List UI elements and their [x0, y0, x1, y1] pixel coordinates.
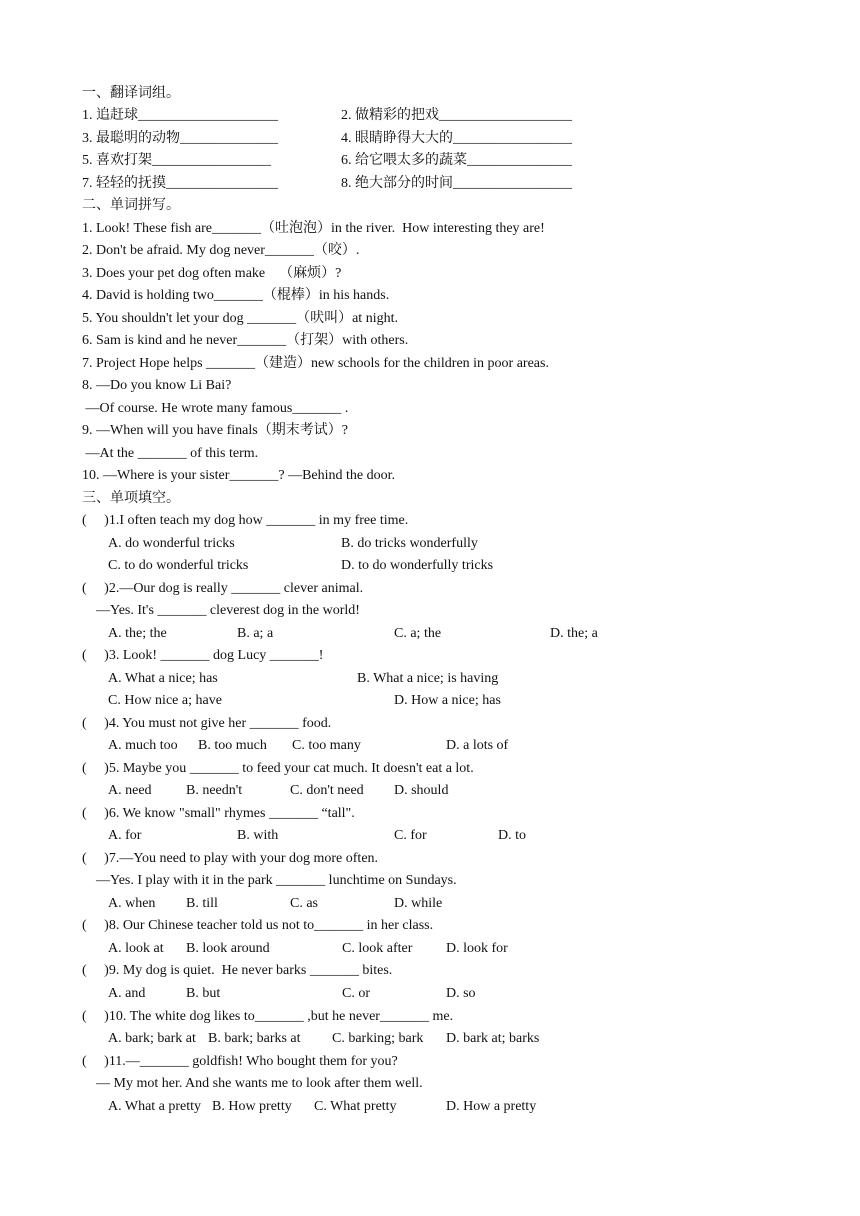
option-d: D. should [394, 783, 449, 798]
question-stem: ( )4. You must not give her _______ food. [82, 716, 332, 731]
option-d: D. How a nice; has [394, 693, 501, 708]
option-b: B. needn't [186, 783, 243, 798]
option-b: B. with [237, 828, 279, 843]
option-a: A. need [108, 783, 152, 798]
question-stem: ( )6. We know "small" rhymes _______ “tall". [82, 806, 355, 821]
phrase-item: 1. 追赶球____________________ [82, 108, 278, 123]
section-heading: 二、单词拼写。 [82, 198, 180, 213]
phrase-item: 6. 给它喂太多的蔬菜_______________ [341, 153, 572, 168]
question-stem: ( )5. Maybe you _______ to feed your cat much. It doesn't eat a lot. [82, 761, 474, 776]
option-c: C. as [290, 896, 318, 911]
option-b: B. too much [198, 738, 267, 753]
question-stem: ( )2.—Our dog is really _______ clever animal. [82, 581, 364, 596]
option-c: C. look after [342, 941, 413, 956]
option-c: C. How nice a; have [108, 693, 222, 708]
option-a: A. What a pretty [108, 1099, 202, 1114]
option-c: C. to do wonderful tricks [108, 558, 249, 573]
spelling-line: 5. You shouldn't let your dog _______（吠叫）at night. [82, 311, 398, 326]
section-heading: 一、翻译词组。 [82, 86, 180, 101]
option-a: A. What a nice; has [108, 671, 218, 686]
option-d: D. the; a [550, 626, 598, 641]
phrase-item: 4. 眼睛睁得大大的_________________ [341, 131, 572, 146]
option-a: A. look at [108, 941, 164, 956]
option-b: B. How pretty [212, 1099, 292, 1114]
option-b: B. till [186, 896, 218, 911]
option-c: C. don't need [290, 783, 364, 798]
option-a: A. do wonderful tricks [108, 536, 235, 551]
question-stem: ( )3. Look! _______ dog Lucy _______! [82, 648, 324, 663]
spelling-line: 2. Don't be afraid. My dog never_______（咬）. [82, 243, 360, 258]
option-a: A. much too [108, 738, 178, 753]
option-d: D. How a pretty [446, 1099, 537, 1114]
spelling-line: 10. —Where is your sister_______? —Behind the door. [82, 468, 396, 483]
option-b: B. do tricks wonderfully [341, 536, 478, 551]
option-d: D. bark at; barks [446, 1031, 540, 1046]
spelling-line: 4. David is holding two_______（棍棒）in his hands. [82, 288, 390, 303]
option-b: B. look around [186, 941, 270, 956]
spelling-line: 7. Project Hope helps _______（建造）new schools for the children in poor areas. [82, 356, 549, 371]
option-c: C. a; the [394, 626, 442, 641]
option-d: D. look for [446, 941, 508, 956]
spelling-line: 9. —When will you have finals（期末考试）? [82, 423, 348, 438]
question-stem-continued: —Yes. It's _______ cleverest dog in the world! [96, 603, 360, 618]
option-c: C. or [342, 986, 370, 1001]
option-b: B. What a nice; is having [357, 671, 499, 686]
option-c: C. What pretty [314, 1099, 397, 1114]
question-stem: ( )7.—You need to play with your dog more often. [82, 851, 379, 866]
phrase-item: 2. 做精彩的把戏___________________ [341, 108, 572, 123]
question-stem: ( )8. Our Chinese teacher told us not to_______ in her class. [82, 918, 434, 933]
question-stem-continued: —Yes. I play with it in the park _______ lunchtime on Sundays. [96, 873, 457, 888]
option-a: A. for [108, 828, 142, 843]
phrase-item: 3. 最聪明的动物______________ [82, 131, 278, 146]
option-a: A. and [108, 986, 146, 1001]
option-a: A. the; the [108, 626, 167, 641]
option-a: A. bark; bark at [108, 1031, 196, 1046]
section-heading: 三、单项填空。 [82, 491, 180, 506]
phrase-item: 7. 轻轻的抚摸________________ [82, 176, 278, 191]
question-stem: ( )10. The white dog likes to_______ ,but he never_______ me. [82, 1009, 454, 1024]
option-b: B. a; a [237, 626, 274, 641]
option-c: C. for [394, 828, 427, 843]
spelling-line: 8. —Do you know Li Bai? [82, 378, 232, 393]
spelling-line: —Of course. He wrote many famous_______ . [82, 401, 349, 416]
question-stem: ( )11.—_______ goldfish! Who bought them for you? [82, 1054, 398, 1069]
option-d: D. while [394, 896, 443, 911]
spelling-line: 3. Does your pet dog often make （麻烦）? [82, 266, 342, 281]
option-b: B. but [186, 986, 221, 1001]
option-b: B. bark; barks at [208, 1031, 301, 1046]
option-c: C. barking; bark [332, 1031, 424, 1046]
option-d: D. so [446, 986, 476, 1001]
option-d: D. to [498, 828, 526, 843]
option-d: D. a lots of [446, 738, 509, 753]
spelling-line: 6. Sam is kind and he never_______（打架）with others. [82, 333, 409, 348]
spelling-line: —At the _______ of this term. [82, 446, 259, 461]
option-a: A. when [108, 896, 156, 911]
option-d: D. to do wonderfully tricks [341, 558, 494, 573]
question-stem: ( )9. My dog is quiet. He never barks _______ bites. [82, 963, 393, 978]
phrase-item: 5. 喜欢打架_________________ [82, 153, 271, 168]
question-stem-continued: — My mot her. And she wants me to look after them well. [96, 1076, 423, 1091]
question-stem: ( )1.I often teach my dog how _______ in my free time. [82, 513, 409, 528]
option-c: C. too many [292, 738, 361, 753]
spelling-line: 1. Look! These fish are_______（吐泡泡）in the river. How interesting they are! [82, 221, 545, 236]
phrase-item: 8. 绝大部分的时间_________________ [341, 176, 572, 191]
